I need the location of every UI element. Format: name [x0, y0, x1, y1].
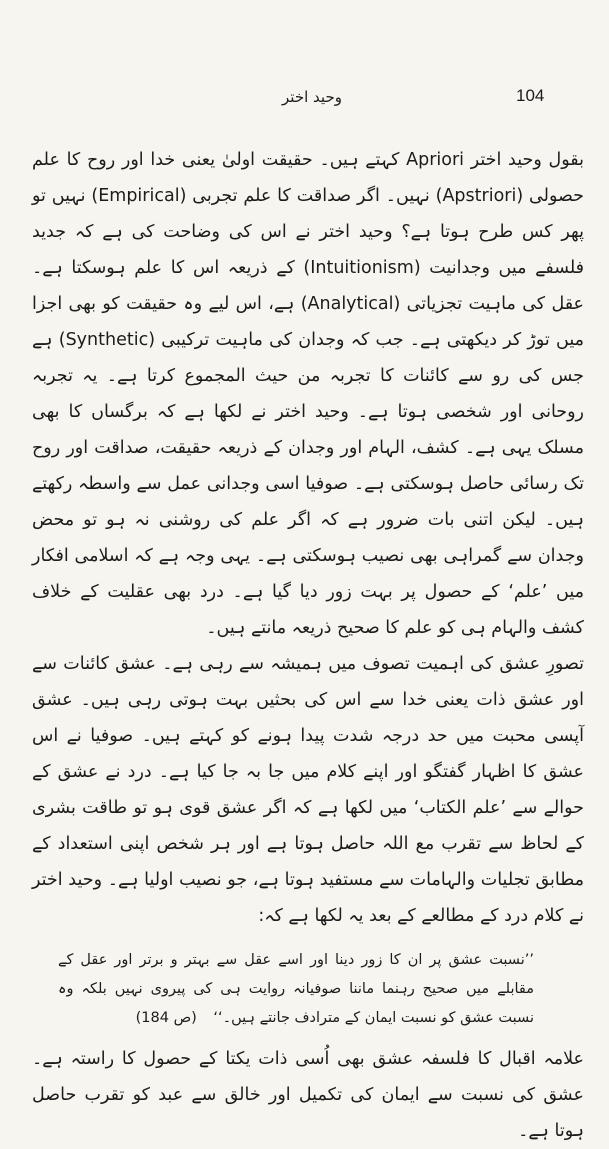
running-head: وحید اختر	[282, 88, 342, 106]
block-quote	[58, 946, 534, 1033]
quote-text: ’’نسبت عشق پر ان کا زور دینا اور اسے عقل سے بہتر و برتر اور عقل کے مقابلے میں صحیح رہنما ماننا صوفیانہ روایت ہی کی پیروی نہیں بلکہ وہ نسبت عشق کو نسبت ایمان کے مترادف جانتے ہیں۔‘‘	[58, 952, 534, 1026]
body-text	[32, 142, 584, 1149]
quote-reference: (ص 184)	[135, 1010, 197, 1026]
paragraph-intuition: بقول وحید اختر Apriori کہتے ہیں۔ حقیقت اولیٰ یعنی خدا اور روح کا علم حصولی (Apstriori) نہیں۔ اگر صداقت کا علم تجربی (Empirical) نہیں تو پھر کس طرح ہوتا ہے؟ وحید اختر نے اس کی وضاحت کی ہے کہ جدید فلسفے میں وجدانیت (Intuitionism) کے ذریعہ اس کا علم ہوسکتا ہے۔ عقل کی ماہیت تجزیاتی (Analytical) ہے، اس لیے وہ حقیقت کو بھی اجزا میں توڑ کر دیکھتی ہے۔ جب کہ وجدان کی ماہیت ترکیبی (Synthetic) ہے جس کی رو سے کائنات کا تجربہ من حیث المجموع کرتا ہے۔ یہ تجربہ روحانی اور شخصی ہوتا ہے۔ وحید اختر نے لکھا ہے کہ برگساں کا بھی مسلک یہی ہے۔ کشف، الہام اور وجدان کے ذریعہ حقیقت، صداقت اور روح تک رسائی حاصل ہوسکتی ہے۔ صوفیا اسی وجدانی عمل سے واسطہ رکھتے ہیں۔ لیکن اتنی بات ضرور ہے کہ اگر علم کی روشنی نہ ہو تو محض وجدان سے گمراہی بھی نصیب ہوسکتی ہے۔ یہی وجہ ہے کہ اسلامی افکار میں ’علم‘ کے حصول پر بہت زور دیا گیا ہے۔ درد بھی عقلیت کے خلاف کشف والہام ہی کو علم کا صحیح ذریعہ مانتے ہیں۔	[32, 150, 585, 638]
paragraph-iqbal: علامہ اقبال کا فلسفہ عشق بھی اُسی ذات یکتا کے حصول کا راستہ ہے۔ عشق کی نسبت سے ایمان کی تکمیل اور خالق سے عبد کو تقرب حاصل ہوتا ہے۔	[32, 1049, 584, 1141]
paragraph-ishq: تصورِ عشق کی اہمیت تصوف میں ہمیشہ سے رہی ہے۔ عشق کائنات سے اور عشق ذات یعنی خدا سے اس کی بحثیں بہت ہوتی رہی ہیں۔ عشق آپسی محبت میں حد درجہ شدت پیدا ہونے کو کہتے ہیں۔ صوفیا نے اس عشق کا اظہار گفتگو اور اپنے کلام میں جا بہ جا کیا ہے۔ درد نے عشق کے حوالے سے ’علم الکتاب‘ میں لکھا ہے کہ اگر عشق قوی ہو تو طاقت بشری کے لحاظ سے تقرب مع اللہ حاصل ہوتا ہے اور ہر شخص اپنی استعداد کے مطابق تجلیات والہامات سے مستفید ہوتا ہے، جو نصیب اولیا ہے۔ وحید اختر نے کلام درد کے مطالعے کے بعد یہ لکھا ہے کہ:	[32, 654, 584, 926]
page-number: 104	[516, 86, 545, 105]
